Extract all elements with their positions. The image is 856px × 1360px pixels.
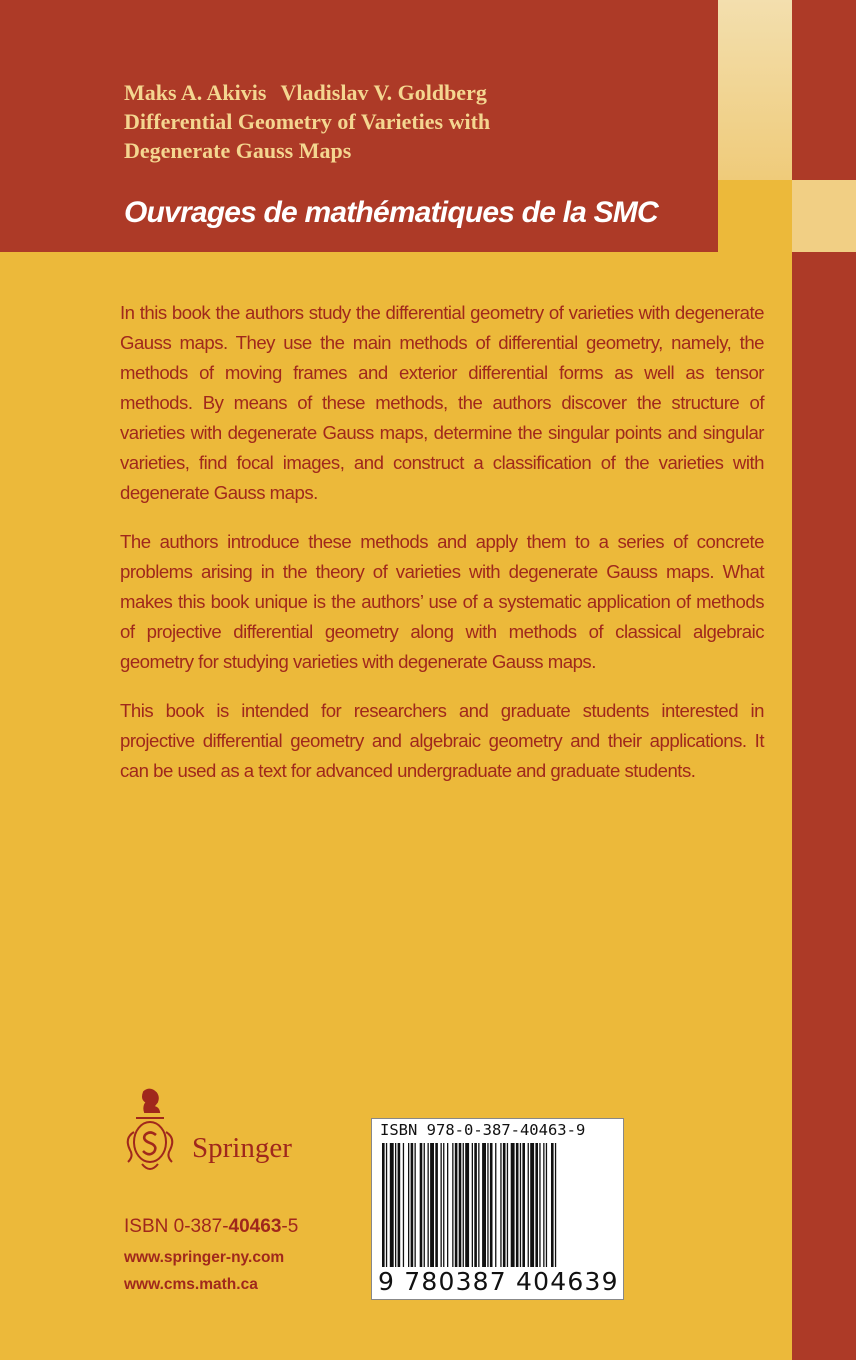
blurb-paragraph-2: The authors introduce these methods and apply them to a series of concrete problems arising in the theory of varieties with degenerate Gauss maps. What makes this book unique is the authors’ use of a systematic application of methods of projective differential geometry along with methods of classical algebraic geometry for studying varieties with degenerate Gauss maps. <box>120 531 764 672</box>
isbn-10-suffix: -5 <box>281 1216 299 1237</box>
blurb-paragraph-1: In this book the authors study the differential geometry of varieties with degenerate Gauss maps. They use the main methods of differential geometry, namely, the methods of moving frames and exterior differential forms as well as tensor methods. By means of these methods, the authors discover the structure of varieties with degenerate Gauss maps, determine the singular points and singular varieties, find focal images, and construct a classification of the varieties with degenerate Gauss maps. <box>120 302 764 503</box>
blurb-paragraph-3: This book is intended for researchers and graduate students interested in projective differential geometry and algebraic geometry and their applications. It can be used as a text for advanced undergraduate and graduate students. <box>120 700 764 781</box>
barcode-digits: 9 780387 404639 <box>378 1267 619 1296</box>
barcode <box>371 1118 624 1300</box>
springer-knight-icon <box>118 1086 182 1178</box>
publisher-name: Springer <box>192 1132 292 1164</box>
decor-square-light <box>718 0 792 180</box>
decor-square-yellow <box>718 180 792 252</box>
isbn-10-prefix: ISBN 0-387- <box>124 1216 229 1237</box>
isbn-10 <box>124 1216 298 1238</box>
book-title <box>124 107 490 165</box>
title-line-2: Degenerate Gauss Maps <box>124 138 352 163</box>
series-title: Ouvrages de mathématiques de la SMC <box>124 196 658 229</box>
decor-square-light-small <box>792 180 856 252</box>
author-1: Maks A. Akivis <box>124 80 267 105</box>
author-2: Vladislav V. Goldberg <box>280 80 487 105</box>
isbn-10-bold: 40463 <box>228 1216 282 1237</box>
right-red-stripe <box>792 252 856 1360</box>
back-cover-blurb <box>120 298 764 805</box>
cms-url[interactable]: www.cms.math.ca <box>124 1276 258 1293</box>
barcode-isbn-13: ISBN 978-0-387-40463-9 <box>380 1121 586 1139</box>
authors <box>124 78 487 107</box>
title-line-1: Differential Geometry of Varieties with <box>124 109 491 134</box>
springer-url[interactable]: www.springer-ny.com <box>124 1249 285 1266</box>
